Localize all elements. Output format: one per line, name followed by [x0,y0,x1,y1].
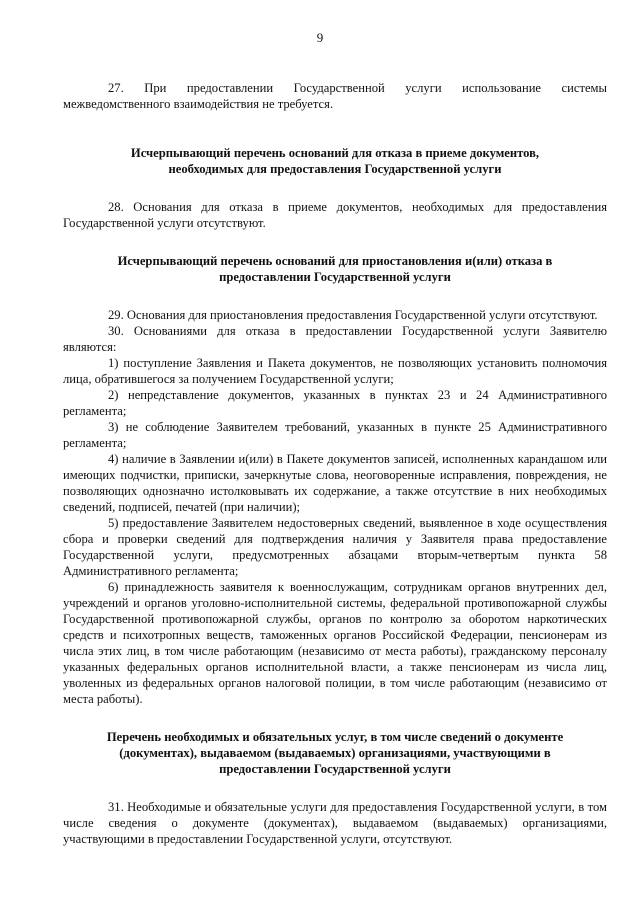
spacer [63,707,607,729]
list-item-30-3: 3) не соблюдение Заявителем требований, указанных в пункте 25 Административного регламента; [63,420,607,450]
list-item-30-6: 6) принадлежность заявителя к военнослужащим, сотрудникам органов внутренних дел, учреждений и органов уголовно-исполнительной системы, федеральной противопожарной службы Государственной противопожарной службы, органов по контролю за оборотом наркотических средств и психотропных веществ, таможенных органов Российской Федерации, пенсионерам из числа этих лиц, в том числе работающим (независимо от места работы), гражданскому персоналу указанных федеральных органов исполнительной власти, а также пенсионерам из числа лиц, уволенных из федеральных органов налоговой полиции, в том числе работающим (независимо от места работы). [63,580,607,706]
page-number: 9 [316,30,324,45]
spacer [63,231,607,253]
section-heading-refusal-acceptance: Исчерпывающий перечень оснований для отказа в приеме документов, необходимых для предоставления Государственной услуги [130,146,540,176]
paragraph-31: 31. Необходимые и обязательные услуги для предоставления Государственной услуги, в том числе сведения о документе (документах), выдаваемом (выдаваемых) организациями, участвующими в предоставлении Государственной услуги, отсутствуют. [63,800,607,846]
spacer [63,285,607,307]
list-item-30-2: 2) непредставление документов, указанных в пунктах 23 и 24 Административного регламента; [63,388,607,418]
section-heading-suspension-refusal: Исчерпывающий перечень оснований для приостановления и(или) отказа в предоставлении Государственной услуги [117,254,553,284]
paragraph-29: 29. Основания для приостановления предоставления Государственной услуги отсутствуют. [108,308,598,322]
list-item-30-5: 5) предоставление Заявителем недостоверных сведений, выявленное в ходе осуществления сбора и проверки сведений для подтверждения наличия у Заявителя права предоставление Государственной услуги, предусмотренных абзацами вторым-четвертым пункта 58 Административного регламента; [63,516,607,578]
paragraph-28: 28. Основания для отказа в приеме документов, необходимых для предоставления Государственной услуги отсутствуют. [63,200,607,230]
document-body [63,80,607,847]
spacer [63,777,607,799]
list-item-30-4: 4) наличие в Заявлении и(или) в Пакете документов записей, исполненных карандашом или имеющих подчистки, приписки, зачеркнутые слова, неоговоренные исправления, повреждения, не позволяющих однозначно истолковывать их содержание, а также отсутствие в них необходимых сведений, подписей, печатей (при наличии); [63,452,607,514]
section-heading-required-services: Перечень необходимых и обязательных услуг, в том числе сведений о документе (документах), выдаваемом (выдаваемых) организациями, участвующими в предоставлении Государственной услуги [106,730,564,776]
paragraph-30: 30. Основаниями для отказа в предоставлении Государственной услуги Заявителю являются: [63,324,607,354]
list-item-30-1: 1) поступление Заявления и Пакета документов, не позволяющих установить полномочия лица, обратившегося за получением Государственной услуги; [63,356,607,386]
spacer [63,112,607,145]
spacer [63,177,607,199]
paragraph-27: 27. При предоставлении Государственной услуги использование системы межведомственного взаимодействия не требуется. [63,81,607,111]
